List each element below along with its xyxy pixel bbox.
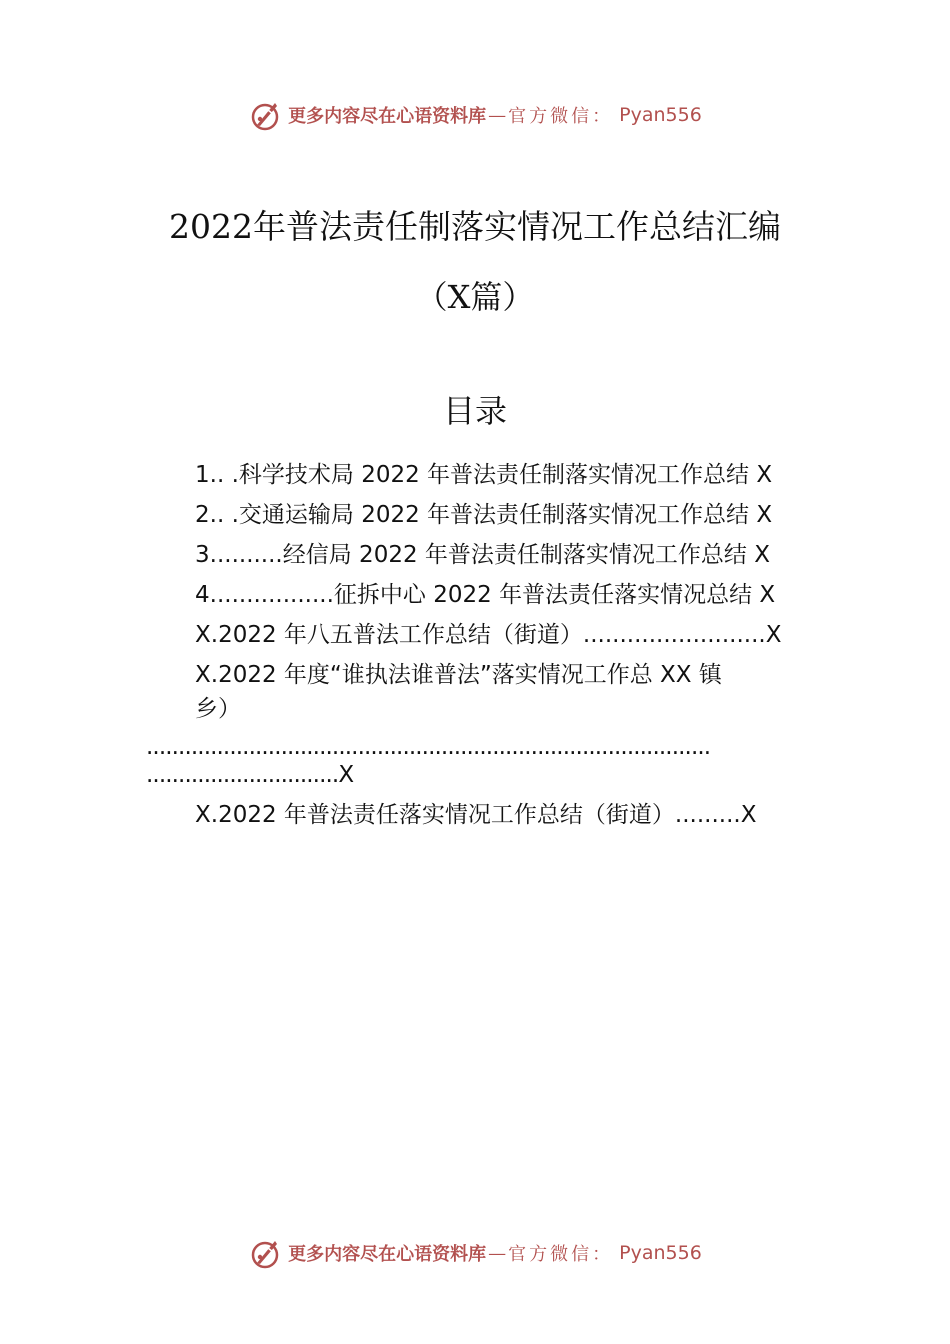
toc-entry[interactable]: 2.. .交通运输局 2022 年普法责任制落实情况工作总结 X	[195, 502, 773, 528]
toc-entry[interactable]: X.2022 年度“谁执法谁普法”落实情况工作总 XX 镇	[195, 662, 722, 688]
document-subtitle: （X篇）	[415, 278, 535, 316]
watermark-wechat-label: 官方微信：	[508, 106, 614, 127]
toc-entry[interactable]: 1.. .科学技术局 2022 年普法责任制落实情况工作总结 X	[195, 462, 773, 488]
toc-entry[interactable]: 3..........经信局 2022 年普法责任制落实情况工作总结 X	[195, 542, 770, 568]
document-title: 2022年普法责任制落实情况工作总结汇编	[169, 207, 781, 246]
watermark-wechat-label: 官方微信：	[508, 1244, 614, 1265]
watermark-wechat-id: Pyan556	[619, 1242, 702, 1264]
toc-leader-page[interactable]: ..............................X	[146, 762, 354, 788]
watermark-banner-bottom	[0, 1233, 950, 1273]
watermark-separator: —	[488, 1242, 507, 1264]
quill-logo-icon	[248, 1236, 282, 1270]
quill-logo-icon	[248, 98, 282, 132]
watermark-brand: 更多内容尽在心语资料库	[288, 1244, 487, 1265]
toc-entry[interactable]: X.2022 年普法责任落实情况工作总结（街道）.........X	[195, 802, 757, 828]
watermark-brand: 更多内容尽在心语资料库	[288, 106, 487, 127]
watermark-wechat-id: Pyan556	[619, 104, 702, 126]
toc-entry[interactable]: 4.................征拆中心 2022 年普法责任落实情况总结 X	[195, 582, 776, 608]
toc-entry-continuation[interactable]: 乡）	[195, 696, 241, 722]
toc-entry[interactable]: X.2022 年八五普法工作总结（街道）.........................X	[195, 622, 782, 648]
toc-heading: 目录	[442, 392, 507, 430]
watermark-banner-top	[0, 95, 950, 135]
watermark-separator: —	[488, 104, 507, 126]
toc-leader-dots: ........................................................................................	[146, 734, 711, 760]
